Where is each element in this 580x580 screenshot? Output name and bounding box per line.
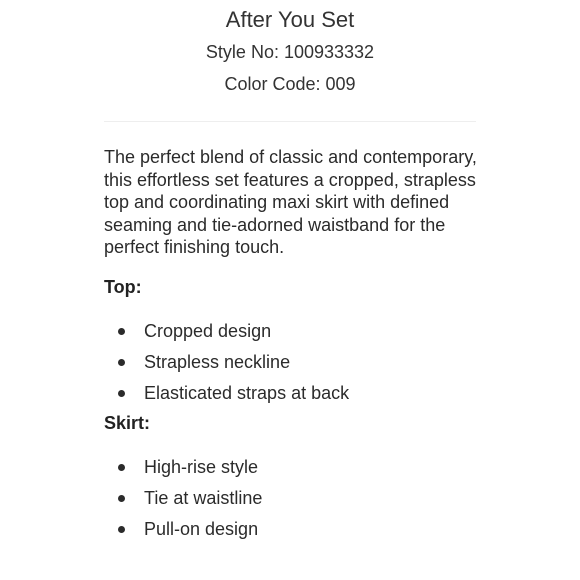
skirt-features-list (104, 452, 490, 545)
top-section-heading: Top: (104, 276, 142, 297)
list-item (104, 514, 490, 545)
list-item (104, 347, 490, 378)
bullet-dot-icon (118, 526, 125, 533)
list-item (104, 452, 490, 483)
skirt-section-heading: Skirt: (104, 412, 151, 433)
top-features-list (104, 316, 490, 409)
list-item (104, 378, 490, 409)
list-item (104, 483, 490, 514)
product-header (0, 4, 580, 100)
list-item-label: Pull-on design (144, 518, 259, 539)
style-number: Style No: 100933332 (205, 42, 375, 62)
list-item-label: Elasticated straps at back (144, 382, 350, 403)
divider (104, 121, 476, 122)
list-item-label: Tie at waistline (144, 487, 263, 508)
bullet-dot-icon (118, 495, 125, 502)
bullet-dot-icon (118, 359, 125, 366)
color-code: Color Code: 009 (224, 74, 356, 94)
list-item-label: Strapless neckline (144, 351, 291, 372)
bullet-dot-icon (118, 390, 125, 397)
product-description-section (104, 146, 490, 545)
bullet-dot-icon (118, 328, 125, 335)
bullet-dot-icon (118, 464, 125, 471)
list-item (104, 316, 490, 347)
product-title: After You Set (225, 7, 355, 32)
list-item-label: High-rise style (144, 456, 259, 477)
product-description: The perfect blend of classic and contemporary, this effortless set features a cropped, strapless top and coordinating maxi skirt with defined seaming and tie-adorned waistband for the perfect finishing touch. (104, 147, 477, 257)
list-item-label: Cropped design (144, 320, 272, 341)
